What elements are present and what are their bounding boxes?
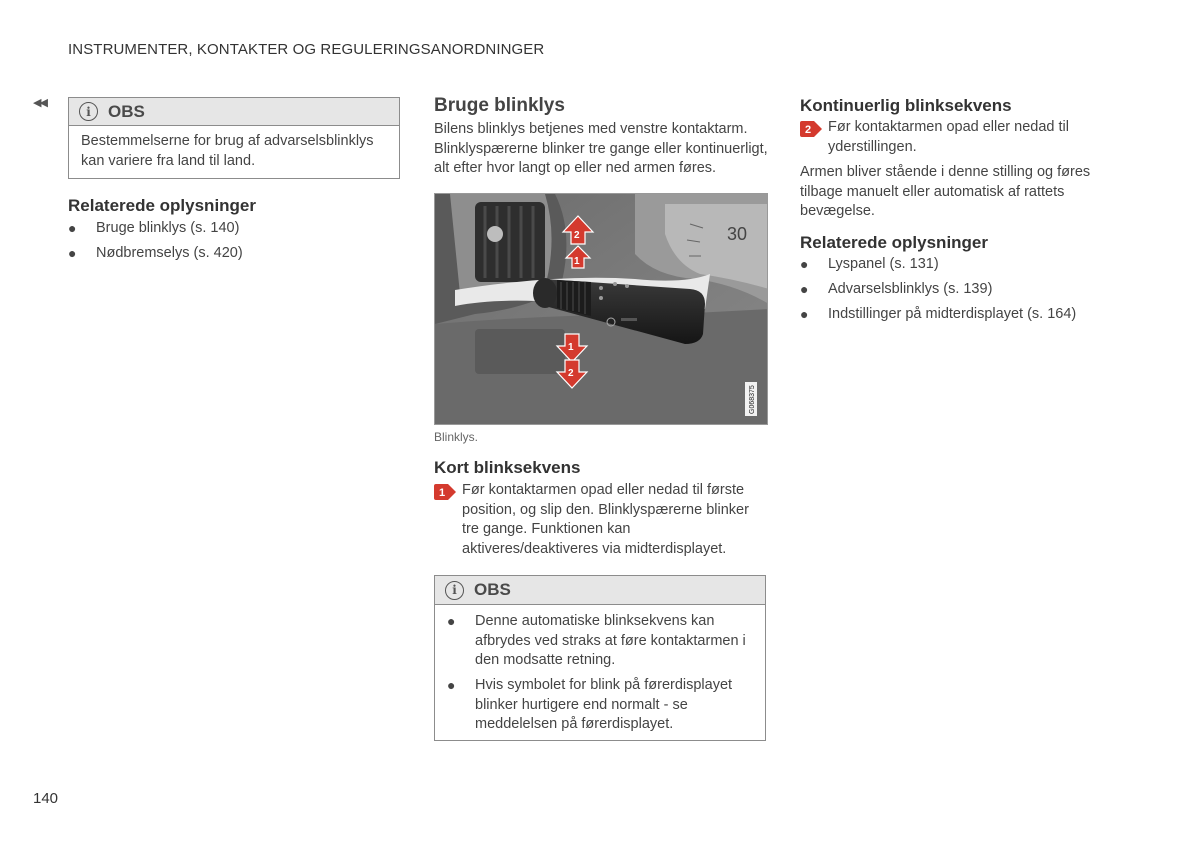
back-navigation-icon[interactable]: ◀◀ bbox=[33, 97, 46, 109]
info-circle-icon: i bbox=[79, 102, 98, 121]
continuous-sequence-step bbox=[800, 118, 1130, 157]
running-header: INSTRUMENTER, KONTAKTER OG REGULERINGSANORDNINGER bbox=[68, 41, 545, 58]
arrow-label-down-1: 1 bbox=[568, 342, 574, 353]
bullet-icon: ● bbox=[800, 256, 809, 272]
obs-note-item bbox=[447, 676, 753, 735]
related-link[interactable] bbox=[800, 255, 1130, 275]
related-link-label: Nødbremselys (s. 420) bbox=[96, 245, 243, 261]
obs-note-header-2 bbox=[435, 576, 765, 605]
short-sequence-heading: Kort blinksekvens bbox=[434, 458, 581, 477]
related-link[interactable] bbox=[68, 219, 400, 239]
continuous-sequence-text: Før kontaktarmen opad eller nedad til yderstillingen. bbox=[828, 119, 1069, 155]
bullet-icon: ● bbox=[447, 613, 456, 629]
related-info-heading: Relaterede oplysninger bbox=[68, 196, 257, 215]
related-links-list bbox=[68, 219, 400, 264]
short-sequence-step bbox=[434, 481, 768, 559]
related-link[interactable] bbox=[800, 280, 1130, 300]
arrow-label-up-2: 2 bbox=[574, 230, 580, 241]
bullet-icon: ● bbox=[68, 220, 77, 236]
related-link[interactable] bbox=[68, 244, 400, 264]
air-vent bbox=[475, 202, 545, 282]
related-links-list-right bbox=[800, 255, 1130, 325]
obs-note-box bbox=[68, 97, 400, 179]
step-1-icon bbox=[434, 484, 456, 500]
step-2-number: 2 bbox=[805, 124, 812, 136]
related-link-label: Bruge blinklys (s. 140) bbox=[96, 220, 240, 236]
step-1-number: 1 bbox=[439, 487, 446, 499]
obs-note-title: OBS bbox=[108, 101, 145, 121]
obs-note-text: Bestemmelserne for brug af advarselsblinklys kan variere fra land til land. bbox=[81, 133, 374, 169]
obs-note-item-text: Hvis symbolet for blink på førerdisplayet blinker hurtigere end normalt - se meddelelsen på førerdisplayet. bbox=[475, 677, 733, 732]
related-link[interactable] bbox=[800, 305, 1130, 325]
turn-signal-figure bbox=[434, 193, 768, 425]
short-sequence-section bbox=[434, 458, 768, 559]
obs-note-item-text: Denne automatiske blinksekvens kan afbrydes ved straks at føre kontaktarmen i den modsatte retning. bbox=[475, 613, 746, 668]
obs-note-item bbox=[447, 612, 753, 671]
related-link-label: Indstillinger på midterdisplayet (s. 164) bbox=[828, 306, 1077, 322]
speed-reading: 30 bbox=[727, 224, 748, 244]
related-info-section-right bbox=[800, 233, 1130, 330]
page-number: 140 bbox=[33, 790, 59, 807]
related-info-heading-right: Relaterede oplysninger bbox=[800, 233, 989, 252]
info-circle-icon: i bbox=[445, 581, 464, 600]
bullet-icon: ● bbox=[800, 281, 809, 297]
short-sequence-text: Før kontaktarmen opad eller nedad til første position, og slip den. Blinklyspærerne blinker tre gange. Funktionen kan aktiveres/deaktiveres via midterdisplayet. bbox=[462, 482, 749, 557]
obs-note-header bbox=[69, 98, 399, 126]
bullet-icon: ● bbox=[800, 306, 809, 322]
related-link-label: Advarselsblinklys (s. 139) bbox=[828, 281, 993, 297]
step-2-icon bbox=[800, 121, 822, 137]
related-link-label: Lyspanel (s. 131) bbox=[828, 256, 939, 272]
obs-note-title-2: OBS bbox=[474, 580, 511, 599]
figure-caption: Blinklys. bbox=[434, 430, 479, 444]
obs-note-list bbox=[435, 605, 765, 735]
continuous-sequence-heading: Kontinuerlig blinksekvens bbox=[800, 96, 1012, 115]
figure-code: G068375 bbox=[749, 385, 756, 414]
arrow-label-down-2: 2 bbox=[568, 368, 574, 379]
arrow-label-up-1: 1 bbox=[574, 256, 580, 267]
continuous-sequence-paragraph: Armen bliver stående i denne stilling og føres tilbage manuelt eller automatisk af rattets bevægelse. bbox=[800, 164, 1091, 219]
bullet-icon: ● bbox=[447, 677, 456, 693]
section-intro bbox=[434, 95, 768, 179]
related-info-section bbox=[68, 196, 400, 269]
intro-paragraph: Bilens blinklys betjenes med venstre kontaktarm. Blinklyspærerne blinker tre gange eller kontinuerligt, alt efter hvor langt op eller ned armen føres. bbox=[434, 121, 768, 176]
bullet-icon: ● bbox=[68, 245, 77, 261]
obs-note-box-2 bbox=[434, 575, 766, 741]
section-title: Bruge blinklys bbox=[434, 95, 565, 116]
stalk-illustration bbox=[435, 194, 768, 425]
continuous-sequence-section bbox=[800, 96, 1130, 222]
